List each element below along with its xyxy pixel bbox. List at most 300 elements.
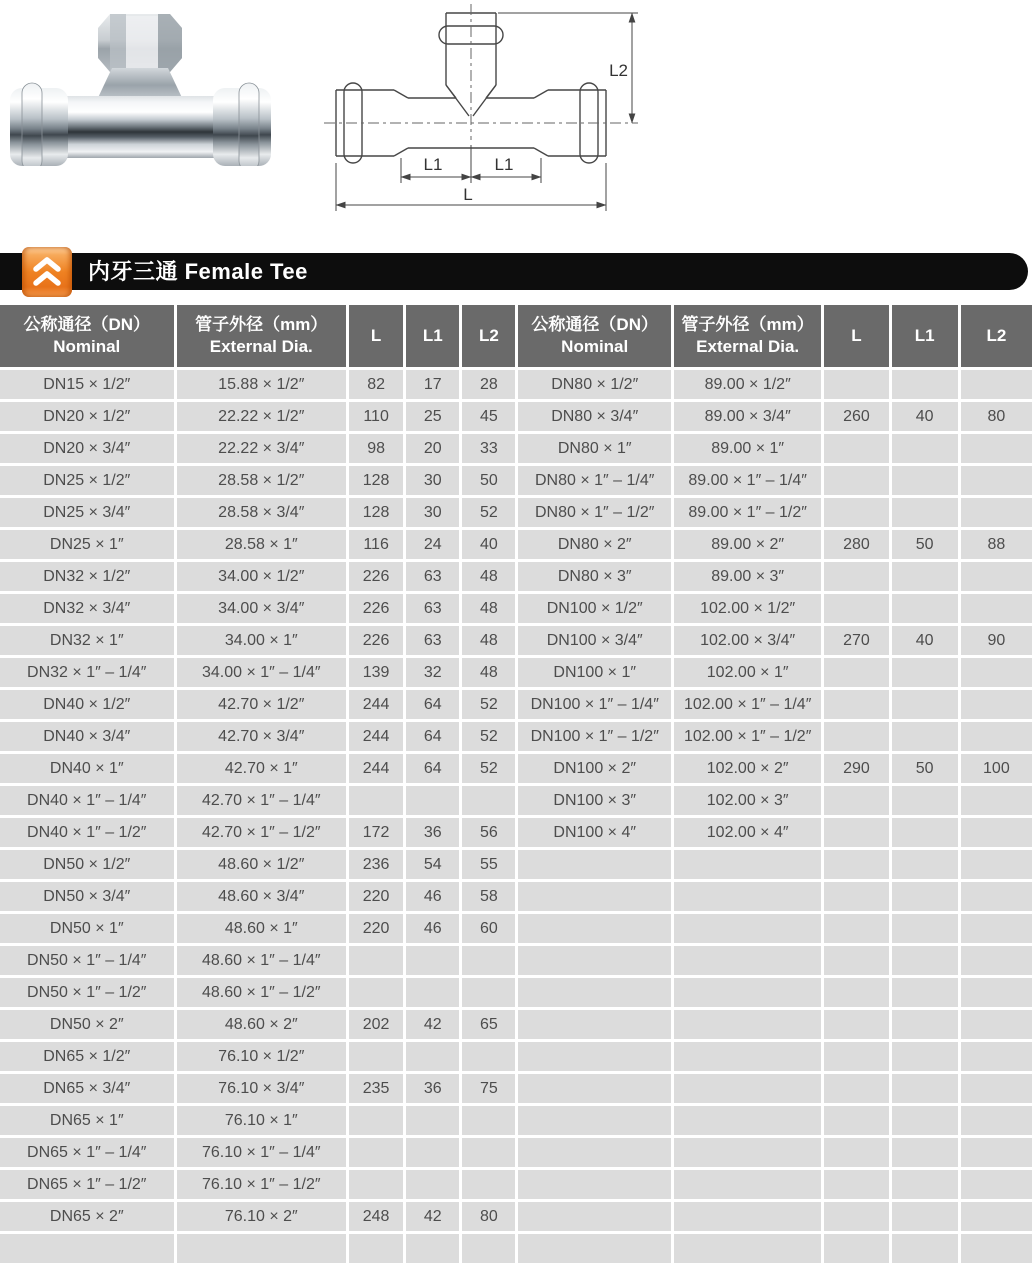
spec-cell <box>824 1042 888 1071</box>
spec-cell: 89.00 × 2″ <box>674 530 821 559</box>
dim-label-l2: L2 <box>609 61 628 80</box>
product-photo <box>8 6 273 166</box>
spec-cell: 89.00 × 1/2″ <box>674 370 821 399</box>
spec-cell <box>961 882 1032 911</box>
spec-cell: DN80 × 1″ – 1/2″ <box>518 498 670 527</box>
spec-cell <box>892 722 958 751</box>
spec-cell <box>892 1234 958 1263</box>
spec-cell <box>961 1042 1032 1071</box>
spec-cell <box>462 1234 515 1263</box>
spec-cell: 102.00 × 1/2″ <box>674 594 821 623</box>
spec-cell: DN20 × 1/2″ <box>0 402 174 431</box>
header-dia-left <box>177 305 347 367</box>
spec-cell: 54 <box>406 850 459 879</box>
spec-cell: 235 <box>349 1074 403 1103</box>
table-row <box>0 818 1032 847</box>
spec-cell <box>961 1010 1032 1039</box>
spec-cell <box>518 946 670 975</box>
spec-cell <box>961 1202 1032 1231</box>
spec-cell <box>892 370 958 399</box>
spec-cell <box>518 850 670 879</box>
spec-cell <box>892 1170 958 1199</box>
table-row <box>0 914 1032 943</box>
spec-cell <box>462 1138 515 1167</box>
table-row <box>0 530 1032 559</box>
spec-cell: DN50 × 3/4″ <box>0 882 174 911</box>
table-row <box>0 1138 1032 1167</box>
spec-cell: DN80 × 3/4″ <box>518 402 670 431</box>
spec-cell: DN100 × 1″ <box>518 658 670 687</box>
spec-cell <box>674 1042 821 1071</box>
spec-cell: 58 <box>462 882 515 911</box>
spec-cell: DN40 × 3/4″ <box>0 722 174 751</box>
spec-cell <box>961 914 1032 943</box>
spec-table-body <box>0 370 1032 1263</box>
spec-cell <box>349 1138 403 1167</box>
header-dia-zh: 管子外径（mm） <box>195 314 328 334</box>
spec-cell: 80 <box>462 1202 515 1231</box>
spec-cell: 17 <box>406 370 459 399</box>
spec-cell: 45 <box>462 402 515 431</box>
spec-cell: 33 <box>462 434 515 463</box>
spec-cell: 220 <box>349 914 403 943</box>
spec-cell: DN65 × 2″ <box>0 1202 174 1231</box>
spec-cell: 110 <box>349 402 403 431</box>
spec-cell: 116 <box>349 530 403 559</box>
spec-cell <box>824 1010 888 1039</box>
spec-cell: DN25 × 1/2″ <box>0 466 174 495</box>
section-title-bar <box>0 253 1028 290</box>
table-row <box>0 1202 1032 1231</box>
spec-cell: 48.60 × 1″ <box>177 914 347 943</box>
spec-cell: 28 <box>462 370 515 399</box>
dim-label-l1-left: L1 <box>423 155 443 174</box>
spec-cell <box>462 1106 515 1135</box>
spec-cell <box>406 1170 459 1199</box>
table-row <box>0 1042 1032 1071</box>
spec-cell: 28.58 × 1/2″ <box>177 466 347 495</box>
spec-cell <box>824 562 888 591</box>
spec-cell <box>892 466 958 495</box>
spec-cell <box>518 1074 670 1103</box>
spec-cell: 64 <box>406 754 459 783</box>
spec-cell <box>462 978 515 1007</box>
spec-cell: 248 <box>349 1202 403 1231</box>
spec-cell: 139 <box>349 658 403 687</box>
top-section <box>0 0 1032 253</box>
spec-cell <box>892 850 958 879</box>
spec-cell: 236 <box>349 850 403 879</box>
spec-cell <box>349 786 403 815</box>
spec-cell: 102.00 × 1″ – 1/2″ <box>674 722 821 751</box>
spec-cell: 100 <box>961 754 1032 783</box>
spec-cell <box>892 786 958 815</box>
spec-cell <box>824 466 888 495</box>
table-row <box>0 594 1032 623</box>
spec-cell: 128 <box>349 498 403 527</box>
spec-cell: 48.60 × 1/2″ <box>177 850 347 879</box>
spec-cell <box>674 1234 821 1263</box>
spec-cell <box>518 1042 670 1071</box>
spec-cell <box>961 946 1032 975</box>
spec-cell: DN32 × 3/4″ <box>0 594 174 623</box>
spec-cell: 52 <box>462 754 515 783</box>
spec-table <box>0 302 1032 1266</box>
header-dia-en: External Dia. <box>696 337 800 356</box>
spec-cell <box>961 658 1032 687</box>
spec-cell <box>349 1234 403 1263</box>
spec-cell <box>824 914 888 943</box>
spec-cell: 244 <box>349 722 403 751</box>
spec-cell <box>518 1010 670 1039</box>
spec-cell <box>674 1138 821 1167</box>
table-row <box>0 466 1032 495</box>
spec-cell: 88 <box>961 530 1032 559</box>
header-row <box>0 305 1032 367</box>
spec-cell: 63 <box>406 626 459 655</box>
spec-cell: DN50 × 1″ – 1/4″ <box>0 946 174 975</box>
spec-cell: DN65 × 1″ – 1/2″ <box>0 1170 174 1199</box>
spec-cell <box>824 1202 888 1231</box>
spec-cell <box>462 946 515 975</box>
spec-cell: 48.60 × 1″ – 1/2″ <box>177 978 347 1007</box>
spec-cell: 63 <box>406 562 459 591</box>
spec-cell: DN50 × 1″ – 1/2″ <box>0 978 174 1007</box>
spec-cell: 34.00 × 1″ <box>177 626 347 655</box>
header-nominal-zh: 公称通径（DN） <box>23 314 151 334</box>
spec-cell <box>518 914 670 943</box>
spec-cell: DN40 × 1″ – 1/4″ <box>0 786 174 815</box>
spec-cell: 102.00 × 2″ <box>674 754 821 783</box>
spec-cell: DN100 × 1″ – 1/2″ <box>518 722 670 751</box>
header-dia-zh: 管子外径（mm） <box>681 314 814 334</box>
table-row <box>0 498 1032 527</box>
spec-cell: 42 <box>406 1202 459 1231</box>
spec-cell <box>961 434 1032 463</box>
spec-cell: DN100 × 3/4″ <box>518 626 670 655</box>
spec-cell <box>824 1106 888 1135</box>
spec-cell <box>824 370 888 399</box>
spec-cell: DN65 × 1″ <box>0 1106 174 1135</box>
spec-cell: 48.60 × 3/4″ <box>177 882 347 911</box>
spec-cell: 42.70 × 1″ – 1/2″ <box>177 818 347 847</box>
spec-cell: 260 <box>824 402 888 431</box>
table-row <box>0 1170 1032 1199</box>
spec-cell <box>892 1042 958 1071</box>
spec-cell: 64 <box>406 722 459 751</box>
spec-cell <box>824 1138 888 1167</box>
spec-cell: 52 <box>462 498 515 527</box>
spec-cell <box>892 946 958 975</box>
header-dia-right <box>674 305 821 367</box>
spec-cell <box>824 690 888 719</box>
spec-cell <box>892 914 958 943</box>
spec-cell <box>518 1138 670 1167</box>
spec-cell <box>961 1074 1032 1103</box>
spec-cell: 52 <box>462 690 515 719</box>
spec-cell: DN65 × 3/4″ <box>0 1074 174 1103</box>
spec-cell <box>892 978 958 1007</box>
header-nominal-en: Nominal <box>53 337 121 356</box>
spec-cell: 76.10 × 1/2″ <box>177 1042 347 1071</box>
spec-cell: 270 <box>824 626 888 655</box>
spec-cell <box>892 1010 958 1039</box>
spec-cell: 102.00 × 1″ <box>674 658 821 687</box>
spec-cell: DN20 × 3/4″ <box>0 434 174 463</box>
table-row <box>0 882 1032 911</box>
table-row <box>0 690 1032 719</box>
spec-cell <box>518 1106 670 1135</box>
spec-cell <box>961 498 1032 527</box>
spec-cell: DN32 × 1/2″ <box>0 562 174 591</box>
spec-cell <box>674 1074 821 1103</box>
header-nominal-left <box>0 305 174 367</box>
spec-cell <box>349 1106 403 1135</box>
spec-cell: 76.10 × 1″ <box>177 1106 347 1135</box>
spec-cell: 20 <box>406 434 459 463</box>
spec-cell <box>462 786 515 815</box>
spec-cell <box>406 978 459 1007</box>
spec-cell: 36 <box>406 1074 459 1103</box>
spec-cell <box>674 1170 821 1199</box>
dim-label-l1-right: L1 <box>494 155 514 174</box>
spec-cell <box>674 1106 821 1135</box>
spec-cell <box>349 1042 403 1071</box>
spec-cell: DN40 × 1″ – 1/2″ <box>0 818 174 847</box>
spec-cell <box>824 946 888 975</box>
spec-cell <box>961 1106 1032 1135</box>
spec-cell <box>892 434 958 463</box>
spec-cell <box>961 690 1032 719</box>
spec-cell: DN25 × 1″ <box>0 530 174 559</box>
spec-cell: 102.00 × 3/4″ <box>674 626 821 655</box>
spec-cell <box>892 498 958 527</box>
spec-cell: 63 <box>406 594 459 623</box>
spec-cell: 42.70 × 1″ – 1/4″ <box>177 786 347 815</box>
spec-cell: DN32 × 1″ – 1/4″ <box>0 658 174 687</box>
spec-cell <box>349 978 403 1007</box>
spec-cell: 46 <box>406 914 459 943</box>
spec-cell <box>824 658 888 687</box>
spec-cell <box>406 1106 459 1135</box>
spec-cell <box>961 1234 1032 1263</box>
spec-cell: DN40 × 1/2″ <box>0 690 174 719</box>
table-row <box>0 1234 1032 1263</box>
spec-cell <box>518 1202 670 1231</box>
spec-cell: DN100 × 1/2″ <box>518 594 670 623</box>
spec-cell: 89.00 × 1″ <box>674 434 821 463</box>
spec-cell: 65 <box>462 1010 515 1039</box>
spec-cell: 202 <box>349 1010 403 1039</box>
spec-cell <box>892 882 958 911</box>
spec-cell: 90 <box>961 626 1032 655</box>
spec-cell <box>892 1074 958 1103</box>
spec-cell <box>406 1234 459 1263</box>
spec-cell <box>961 1138 1032 1167</box>
spec-cell <box>824 882 888 911</box>
spec-cell <box>462 1042 515 1071</box>
spec-cell: 30 <box>406 498 459 527</box>
spec-cell: 52 <box>462 722 515 751</box>
spec-cell: DN65 × 1″ – 1/4″ <box>0 1138 174 1167</box>
spec-cell: DN100 × 1″ – 1/4″ <box>518 690 670 719</box>
page-title: 内牙三通 Female Tee <box>88 259 308 284</box>
spec-cell <box>462 1170 515 1199</box>
spec-cell <box>892 658 958 687</box>
spec-cell: DN50 × 1/2″ <box>0 850 174 879</box>
spec-cell <box>518 1234 670 1263</box>
spec-cell: 30 <box>406 466 459 495</box>
spec-cell <box>892 562 958 591</box>
spec-cell: DN80 × 1/2″ <box>518 370 670 399</box>
spec-cell <box>961 818 1032 847</box>
dimension-diagram <box>316 0 650 224</box>
spec-cell <box>892 1138 958 1167</box>
spec-cell <box>824 850 888 879</box>
spec-cell <box>824 498 888 527</box>
spec-cell <box>674 850 821 879</box>
spec-cell <box>674 946 821 975</box>
spec-cell: DN32 × 1″ <box>0 626 174 655</box>
table-row <box>0 1074 1032 1103</box>
spec-cell: DN15 × 1/2″ <box>0 370 174 399</box>
spec-cell: 102.00 × 3″ <box>674 786 821 815</box>
spec-cell: DN65 × 1/2″ <box>0 1042 174 1071</box>
spec-cell: 34.00 × 3/4″ <box>177 594 347 623</box>
spec-cell: 48 <box>462 562 515 591</box>
spec-cell <box>349 946 403 975</box>
spec-cell: 172 <box>349 818 403 847</box>
table-row <box>0 722 1032 751</box>
header-l2-left: L2 <box>462 305 515 367</box>
spec-cell: 40 <box>462 530 515 559</box>
spec-cell: DN100 × 2″ <box>518 754 670 783</box>
spec-cell: 46 <box>406 882 459 911</box>
spec-cell: DN100 × 3″ <box>518 786 670 815</box>
spec-cell <box>824 786 888 815</box>
spec-cell <box>961 978 1032 1007</box>
header-l1-left: L1 <box>406 305 459 367</box>
header-nominal-en: Nominal <box>561 337 629 356</box>
spec-cell: DN80 × 1″ – 1/4″ <box>518 466 670 495</box>
spec-cell: 48.60 × 2″ <box>177 1010 347 1039</box>
spec-cell: 40 <box>892 402 958 431</box>
table-row <box>0 626 1032 655</box>
spec-cell: 89.00 × 1″ – 1/4″ <box>674 466 821 495</box>
spec-cell <box>824 1234 888 1263</box>
spec-cell: 36 <box>406 818 459 847</box>
spec-cell: 75 <box>462 1074 515 1103</box>
spec-cell: 80 <box>961 402 1032 431</box>
spec-cell: 42.70 × 1/2″ <box>177 690 347 719</box>
spec-cell <box>349 1170 403 1199</box>
header-nominal-zh: 公称通径（DN） <box>531 314 658 334</box>
spec-cell <box>674 1010 821 1039</box>
header-dia-en: External Dia. <box>209 337 313 356</box>
spec-cell <box>177 1234 347 1263</box>
spec-cell <box>406 1042 459 1071</box>
table-row <box>0 1010 1032 1039</box>
spec-cell: 98 <box>349 434 403 463</box>
spec-cell <box>961 850 1032 879</box>
header-nominal-right <box>518 305 670 367</box>
spec-cell: 48 <box>462 594 515 623</box>
spec-cell: 76.10 × 1″ – 1/4″ <box>177 1138 347 1167</box>
spec-cell <box>892 1106 958 1135</box>
spec-cell: DN40 × 1″ <box>0 754 174 783</box>
spec-cell: DN100 × 4″ <box>518 818 670 847</box>
spec-cell: 89.00 × 3/4″ <box>674 402 821 431</box>
spec-cell <box>824 1074 888 1103</box>
spec-cell <box>961 594 1032 623</box>
table-row <box>0 850 1032 879</box>
spec-cell: 28.58 × 3/4″ <box>177 498 347 527</box>
header-l-right: L <box>824 305 888 367</box>
spec-cell <box>892 594 958 623</box>
spec-cell <box>824 1170 888 1199</box>
spec-cell: 50 <box>892 530 958 559</box>
table-row <box>0 1106 1032 1135</box>
table-row <box>0 370 1032 399</box>
table-row <box>0 562 1032 591</box>
spec-cell: DN50 × 1″ <box>0 914 174 943</box>
spec-cell: 102.00 × 1″ – 1/4″ <box>674 690 821 719</box>
spec-cell: 48.60 × 1″ – 1/4″ <box>177 946 347 975</box>
spec-cell: 48 <box>462 626 515 655</box>
spec-cell: 244 <box>349 690 403 719</box>
table-row <box>0 754 1032 783</box>
spec-cell <box>961 562 1032 591</box>
spec-cell: 102.00 × 4″ <box>674 818 821 847</box>
spec-cell: 226 <box>349 626 403 655</box>
spec-cell <box>824 594 888 623</box>
spec-cell: 42.70 × 1″ <box>177 754 347 783</box>
spec-cell: 290 <box>824 754 888 783</box>
spec-cell <box>406 786 459 815</box>
spec-cell: 50 <box>462 466 515 495</box>
spec-cell: 34.00 × 1/2″ <box>177 562 347 591</box>
spec-cell: 76.10 × 3/4″ <box>177 1074 347 1103</box>
spec-cell <box>518 978 670 1007</box>
spec-cell <box>674 978 821 1007</box>
spec-cell <box>0 1234 174 1263</box>
spec-cell <box>961 466 1032 495</box>
spec-cell: 22.22 × 1/2″ <box>177 402 347 431</box>
spec-cell: 25 <box>406 402 459 431</box>
spec-cell: 226 <box>349 594 403 623</box>
double-chevron-up-icon <box>22 247 72 297</box>
spec-cell: DN25 × 3/4″ <box>0 498 174 527</box>
spec-cell: DN80 × 1″ <box>518 434 670 463</box>
table-row <box>0 402 1032 431</box>
spec-cell: DN80 × 2″ <box>518 530 670 559</box>
spec-cell <box>674 1202 821 1231</box>
spec-cell <box>824 818 888 847</box>
spec-cell <box>961 1170 1032 1199</box>
spec-cell: 24 <box>406 530 459 559</box>
table-row <box>0 658 1032 687</box>
spec-cell: 42 <box>406 1010 459 1039</box>
spec-cell: DN80 × 3″ <box>518 562 670 591</box>
spec-cell: 82 <box>349 370 403 399</box>
spec-cell: 64 <box>406 690 459 719</box>
spec-cell: 50 <box>892 754 958 783</box>
spec-cell <box>518 882 670 911</box>
spec-cell <box>892 1202 958 1231</box>
spec-cell: 220 <box>349 882 403 911</box>
spec-cell: 60 <box>462 914 515 943</box>
spec-cell: 76.10 × 2″ <box>177 1202 347 1231</box>
